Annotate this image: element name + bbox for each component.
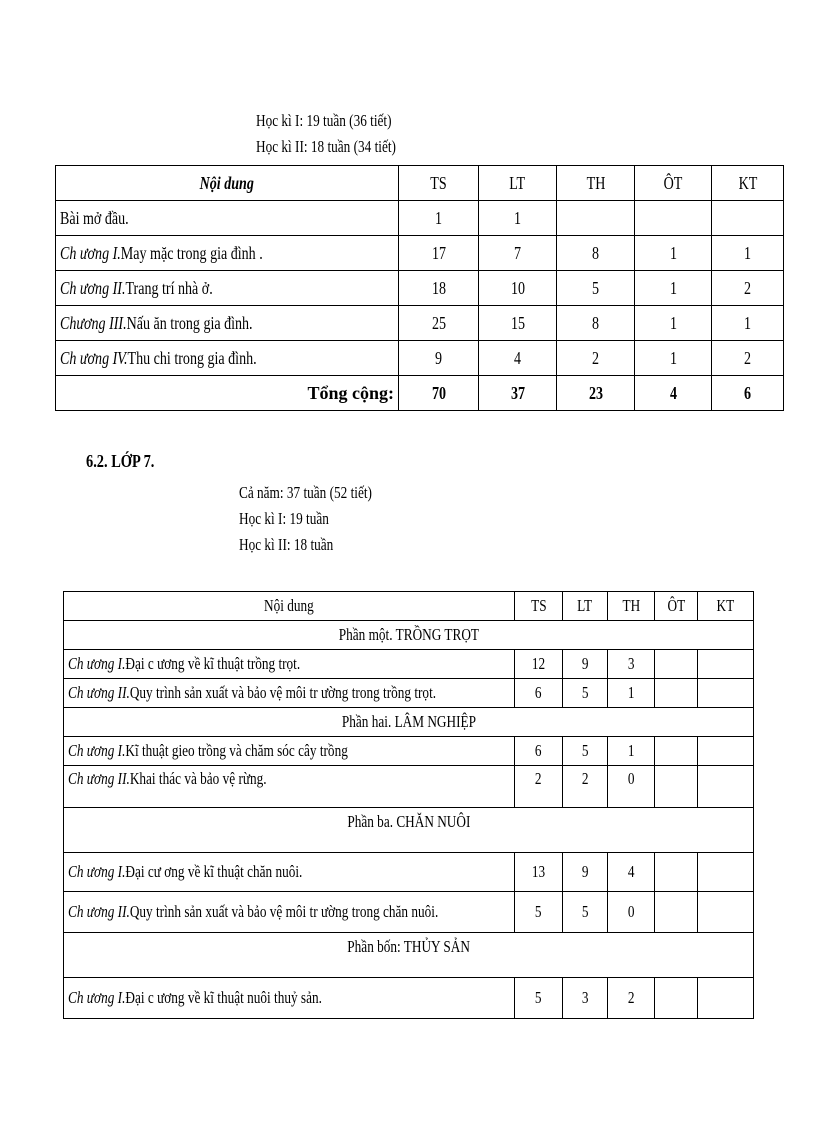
cell-ot: [655, 853, 698, 892]
header-ts: TS: [399, 166, 479, 201]
cell-ot: [655, 679, 698, 708]
grade6-table: [55, 165, 784, 411]
grade7-table: [63, 591, 754, 1019]
table-row: [56, 236, 784, 271]
table-row: [64, 766, 754, 808]
part-heading: Phần ba. CHĂN NUÔI: [64, 808, 754, 853]
part-heading-row: [64, 933, 754, 978]
row-label: Ch ương I.Đại c ương về kĩ thuật trồng trọt.: [64, 650, 515, 679]
row-label: Ch ương II.Quy trình sản xuất và bảo vệ môi tr ường trong trồng trọt.: [64, 679, 515, 708]
table-row: [64, 853, 754, 892]
cell-kt: [698, 892, 754, 933]
cell-lt: 7: [479, 236, 557, 271]
cell-th: 0: [608, 766, 655, 808]
row-label: Chương III.Nấu ăn trong gia đình.: [56, 306, 399, 341]
total-label: Tổng cộng:: [56, 376, 399, 411]
cell-lt: 5: [563, 679, 608, 708]
cell-ts: 6: [515, 679, 563, 708]
cell-ts: 6: [515, 737, 563, 766]
term-line: Học kì I: 19 tuần: [239, 509, 329, 528]
cell-lt: 5: [563, 737, 608, 766]
cell-kt: [698, 853, 754, 892]
header-noi-dung: Nội dung: [56, 166, 399, 201]
cell-ot: [655, 650, 698, 679]
term-line: Cả năm: 37 tuần (52 tiết): [239, 483, 372, 502]
cell-lt: 9: [563, 853, 608, 892]
cell-lt: 5: [563, 892, 608, 933]
cell-ot: [655, 892, 698, 933]
grade6-terms: [256, 108, 435, 160]
part-heading: Phần một. TRỒNG TRỌT: [64, 621, 754, 650]
header-kt: KT: [698, 592, 754, 621]
table-row: [56, 201, 784, 236]
total-row: [56, 376, 784, 411]
cell-lt: 10: [479, 271, 557, 306]
row-label: Ch ương II.Trang trí nhà ở.: [56, 271, 399, 306]
cell-ts: 17: [399, 236, 479, 271]
cell-kt: [698, 679, 754, 708]
row-label: Ch ương I.Đại c ương về kĩ thuật nuôi thuỷ sản.: [64, 978, 515, 1019]
table-row: [56, 341, 784, 376]
total-ts: 70: [399, 376, 479, 411]
cell-ts: 25: [399, 306, 479, 341]
header-th: TH: [608, 592, 655, 621]
table-row: [64, 892, 754, 933]
row-label: Ch ương I.Đại cư ơng về kĩ thuật chăn nuôi.: [64, 853, 515, 892]
cell-th: 1: [608, 679, 655, 708]
row-label: Ch ương IV.Thu chi trong gia đình.: [56, 341, 399, 376]
cell-kt: 1: [712, 306, 784, 341]
header-ot: ÔT: [635, 166, 712, 201]
header-th: TH: [557, 166, 635, 201]
cell-ot: [635, 201, 712, 236]
cell-th: [557, 201, 635, 236]
table-row: [64, 737, 754, 766]
term-line: Học kì I: 19 tuần (36 tiết): [256, 111, 392, 130]
row-label: Bài mở đầu.: [56, 201, 399, 236]
header-ts: TS: [515, 592, 563, 621]
cell-kt: [698, 978, 754, 1019]
cell-ts: 2: [515, 766, 563, 808]
cell-ot: 1: [635, 341, 712, 376]
part-heading: Phần bốn: THỦY SẢN: [64, 933, 754, 978]
cell-kt: [712, 201, 784, 236]
term-line: Học kì II: 18 tuần (34 tiết): [256, 137, 396, 156]
cell-ts: 5: [515, 892, 563, 933]
cell-ts: 1: [399, 201, 479, 236]
table-header-row: [56, 166, 784, 201]
cell-lt: 1: [479, 201, 557, 236]
total-ot: 4: [635, 376, 712, 411]
cell-ot: [655, 766, 698, 808]
header-lt: LT: [479, 166, 557, 201]
part-heading: Phần hai. LÂM NGHIỆP: [64, 708, 754, 737]
cell-th: 1: [608, 737, 655, 766]
row-label: Ch ương I.Kĩ thuật gieo trồng và chăm sóc cây trồng: [64, 737, 515, 766]
cell-ts: 5: [515, 978, 563, 1019]
cell-lt: 3: [563, 978, 608, 1019]
row-label: Ch ương II.Quy trình sản xuất và bảo vệ môi tr ường trong chăn nuôi.: [64, 892, 515, 933]
header-lt: LT: [563, 592, 608, 621]
cell-ts: 18: [399, 271, 479, 306]
cell-kt: [698, 737, 754, 766]
total-lt: 37: [479, 376, 557, 411]
part-heading-row: [64, 621, 754, 650]
cell-th: 0: [608, 892, 655, 933]
part-heading-row: [64, 708, 754, 737]
table-header-row: [64, 592, 754, 621]
cell-ot: 1: [635, 306, 712, 341]
cell-ot: 1: [635, 271, 712, 306]
cell-kt: [698, 650, 754, 679]
cell-th: 4: [608, 853, 655, 892]
cell-th: 2: [557, 341, 635, 376]
section-title: 6.2. LỚP 7.: [86, 451, 155, 471]
cell-lt: 15: [479, 306, 557, 341]
table-row: [64, 978, 754, 1019]
total-th: 23: [557, 376, 635, 411]
cell-ts: 9: [399, 341, 479, 376]
cell-th: 5: [557, 271, 635, 306]
row-label: Ch ương I.May mặc trong gia đình .: [56, 236, 399, 271]
table-row: [56, 271, 784, 306]
cell-lt: 2: [563, 766, 608, 808]
cell-ts: 12: [515, 650, 563, 679]
header-noi-dung: Nội dung: [64, 592, 515, 621]
cell-th: 8: [557, 306, 635, 341]
cell-ot: 1: [635, 236, 712, 271]
table-row: [56, 306, 784, 341]
cell-kt: 2: [712, 271, 784, 306]
header-kt: KT: [712, 166, 784, 201]
cell-ts: 13: [515, 853, 563, 892]
cell-th: 8: [557, 236, 635, 271]
cell-lt: 4: [479, 341, 557, 376]
table-row: [64, 679, 754, 708]
cell-lt: 9: [563, 650, 608, 679]
cell-ot: [655, 737, 698, 766]
cell-th: 3: [608, 650, 655, 679]
row-label: Ch ương II.Khai thác và bảo vệ rừng.: [64, 766, 515, 808]
header-ot: ÔT: [655, 592, 698, 621]
cell-th: 2: [608, 978, 655, 1019]
table-row: [64, 650, 754, 679]
cell-ot: [655, 978, 698, 1019]
grade7-terms: [239, 480, 409, 558]
cell-kt: [698, 766, 754, 808]
cell-kt: 2: [712, 341, 784, 376]
term-line: Học kì II: 18 tuần: [239, 535, 334, 554]
total-kt: 6: [712, 376, 784, 411]
part-heading-row: [64, 808, 754, 853]
cell-kt: 1: [712, 236, 784, 271]
